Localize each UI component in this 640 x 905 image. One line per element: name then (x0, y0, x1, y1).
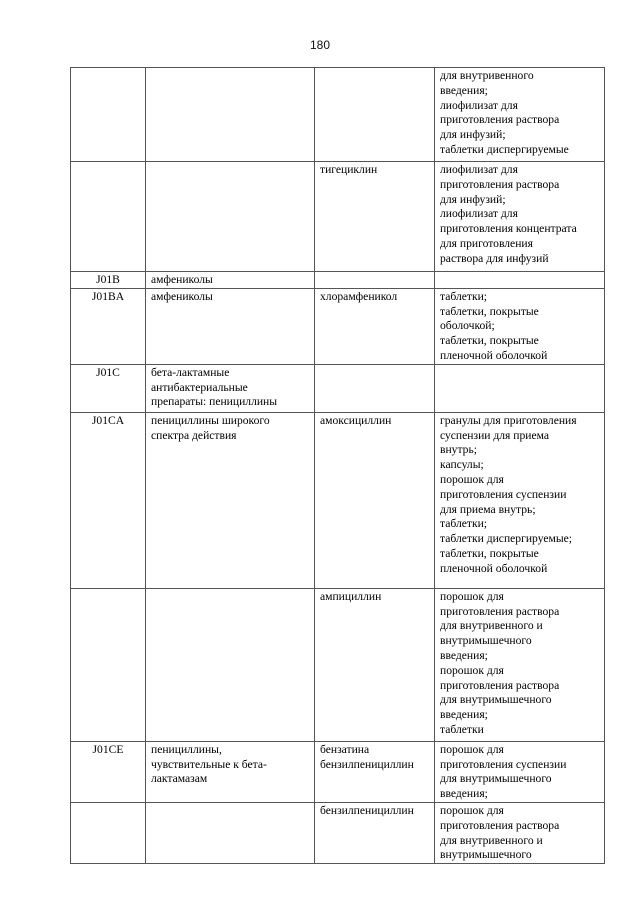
dosage-forms-cell (435, 741, 605, 802)
dosage-forms-cell (435, 68, 605, 162)
cell-text-line: введения; (440, 708, 488, 722)
drug-name-cell (315, 162, 435, 272)
dosage-forms-cell (435, 364, 605, 412)
cell-text-line: порошок для (440, 472, 504, 486)
cell-text-line: порошок для (440, 803, 504, 817)
atc-code-cell: J01B (71, 272, 146, 289)
cell-text-line: приготовления суспензии (440, 487, 567, 501)
table-row (71, 272, 605, 289)
cell-text-line: приготовления раствора (440, 818, 560, 832)
cell-text-line: пенициллины широкого (151, 413, 270, 427)
cell-text-line: порошок для (440, 742, 504, 756)
cell-text-line: приготовления раствора (440, 678, 560, 692)
cell-text-line: внутримышечного (440, 634, 532, 648)
cell-text-line: приготовления раствора (440, 604, 560, 618)
drug-name-cell (315, 802, 435, 863)
table-row (71, 802, 605, 863)
cell-text-line: пленочной оболочкой (440, 348, 548, 362)
cell-text-line: амоксициллин (320, 413, 392, 427)
table-row (71, 364, 605, 412)
cell-text-line: для внутривенного и (440, 619, 543, 633)
cell-text-line: таблетки, покрытые (440, 334, 539, 348)
table-row (71, 741, 605, 802)
cell-text-line: таблетки диспергируемые; (440, 532, 572, 546)
drug-name-cell (315, 412, 435, 588)
cell-text-line: для инфузий; (440, 128, 506, 142)
cell-text-line: суспензии для приема (440, 428, 550, 442)
cell-text-line: препараты: пенициллины (151, 395, 278, 409)
dosage-forms-cell (435, 588, 605, 741)
cell-text-line: тигециклин (320, 163, 378, 176)
cell-text-line: хлорамфеникол (320, 289, 398, 303)
table-row (71, 288, 605, 364)
drug-name-cell (315, 272, 435, 289)
cell-text-line: приготовления раствора (440, 113, 560, 127)
cell-text-line: внутримышечного (440, 848, 532, 862)
cell-text-line: введения; (440, 83, 488, 97)
dosage-forms-cell (435, 412, 605, 588)
atc-code-cell (71, 802, 146, 863)
cell-text-line: таблетки; (440, 517, 488, 531)
atc-code-cell: J01CE (71, 741, 146, 802)
atc-code-cell: J01BA (71, 288, 146, 364)
cell-text-line: таблетки (440, 722, 484, 736)
group-cell (146, 68, 315, 162)
cell-text-line: для внутривенного и (440, 833, 543, 847)
atc-code-cell (71, 68, 146, 162)
drug-table (70, 67, 605, 864)
dosage-forms-cell (435, 272, 605, 289)
group-cell (146, 364, 315, 412)
page-number: 180 (309, 38, 331, 52)
cell-text-line: бензилпенициллин (320, 803, 414, 817)
drug-name-cell (315, 588, 435, 741)
cell-text-line: оболочкой; (440, 319, 495, 333)
cell-text-line: для приема внутрь; (440, 502, 536, 516)
dosage-forms-cell (435, 162, 605, 272)
cell-text-line: лиофилизат для (440, 163, 518, 176)
cell-text-line: таблетки, покрытые (440, 546, 539, 560)
cell-text-line: бета-лактамные (151, 365, 230, 379)
cell-text-line: таблетки; (440, 289, 488, 303)
table-row (71, 588, 605, 741)
cell-text-line: пенициллины, (151, 742, 222, 756)
cell-text-line: амфениколы (151, 273, 213, 286)
cell-text-line: порошок для (440, 589, 504, 603)
drug-name-cell (315, 364, 435, 412)
dosage-forms-cell (435, 288, 605, 364)
cell-text-line: для внутримышечного (440, 693, 552, 707)
cell-text-line: раствора для инфузий (440, 251, 549, 265)
cell-text-line: спектра действия (151, 428, 237, 442)
cell-text-line: внутрь; (440, 443, 477, 457)
cell-text-line: антибактериальные (151, 380, 248, 394)
cell-text-line: приготовления суспензии (440, 757, 567, 771)
cell-text-line: пленочной оболочкой (440, 561, 548, 575)
atc-code-cell: J01CA (71, 412, 146, 588)
cell-text-line: таблетки диспергируемые (440, 142, 569, 156)
group-cell (146, 588, 315, 741)
table-row (71, 412, 605, 588)
cell-text-line: приготовления концентрата (440, 222, 577, 236)
drug-name-cell (315, 741, 435, 802)
cell-text-line: введения; (440, 787, 488, 801)
cell-text-line: бензатина (320, 742, 370, 756)
cell-text-line: чувствительные к бета- (151, 757, 267, 771)
drug-name-cell (315, 288, 435, 364)
table-row (71, 68, 605, 162)
cell-text-line: введения; (440, 648, 488, 662)
drug-name-cell (315, 68, 435, 162)
cell-text-line: для внутривенного (440, 69, 534, 82)
cell-text-line: для инфузий; (440, 192, 506, 206)
cell-text-line: порошок для (440, 663, 504, 677)
cell-text-line: лактамазам (151, 772, 208, 786)
group-cell (146, 741, 315, 802)
cell-text-line: бензилпенициллин (320, 757, 414, 771)
group-cell (146, 802, 315, 863)
cell-text-line: лиофилизат для (440, 207, 518, 221)
atc-code-cell: J01C (71, 364, 146, 412)
cell-text-line: приготовления раствора (440, 177, 560, 191)
cell-text-line: капсулы; (440, 458, 484, 472)
dosage-forms-cell (435, 802, 605, 863)
cell-text-line: ампициллин (320, 589, 382, 603)
table-row (71, 162, 605, 272)
group-cell (146, 162, 315, 272)
cell-text-line: гранулы для приготовления (440, 413, 577, 427)
cell-text-line: для приготовления (440, 236, 533, 250)
cell-text-line: таблетки, покрытые (440, 304, 539, 318)
atc-code-cell (71, 588, 146, 741)
group-cell (146, 288, 315, 364)
group-cell (146, 272, 315, 289)
cell-text-line: амфениколы (151, 289, 213, 303)
cell-text-line: лиофилизат для (440, 98, 518, 112)
group-cell (146, 412, 315, 588)
cell-text-line: для внутримышечного (440, 772, 552, 786)
atc-code-cell (71, 162, 146, 272)
